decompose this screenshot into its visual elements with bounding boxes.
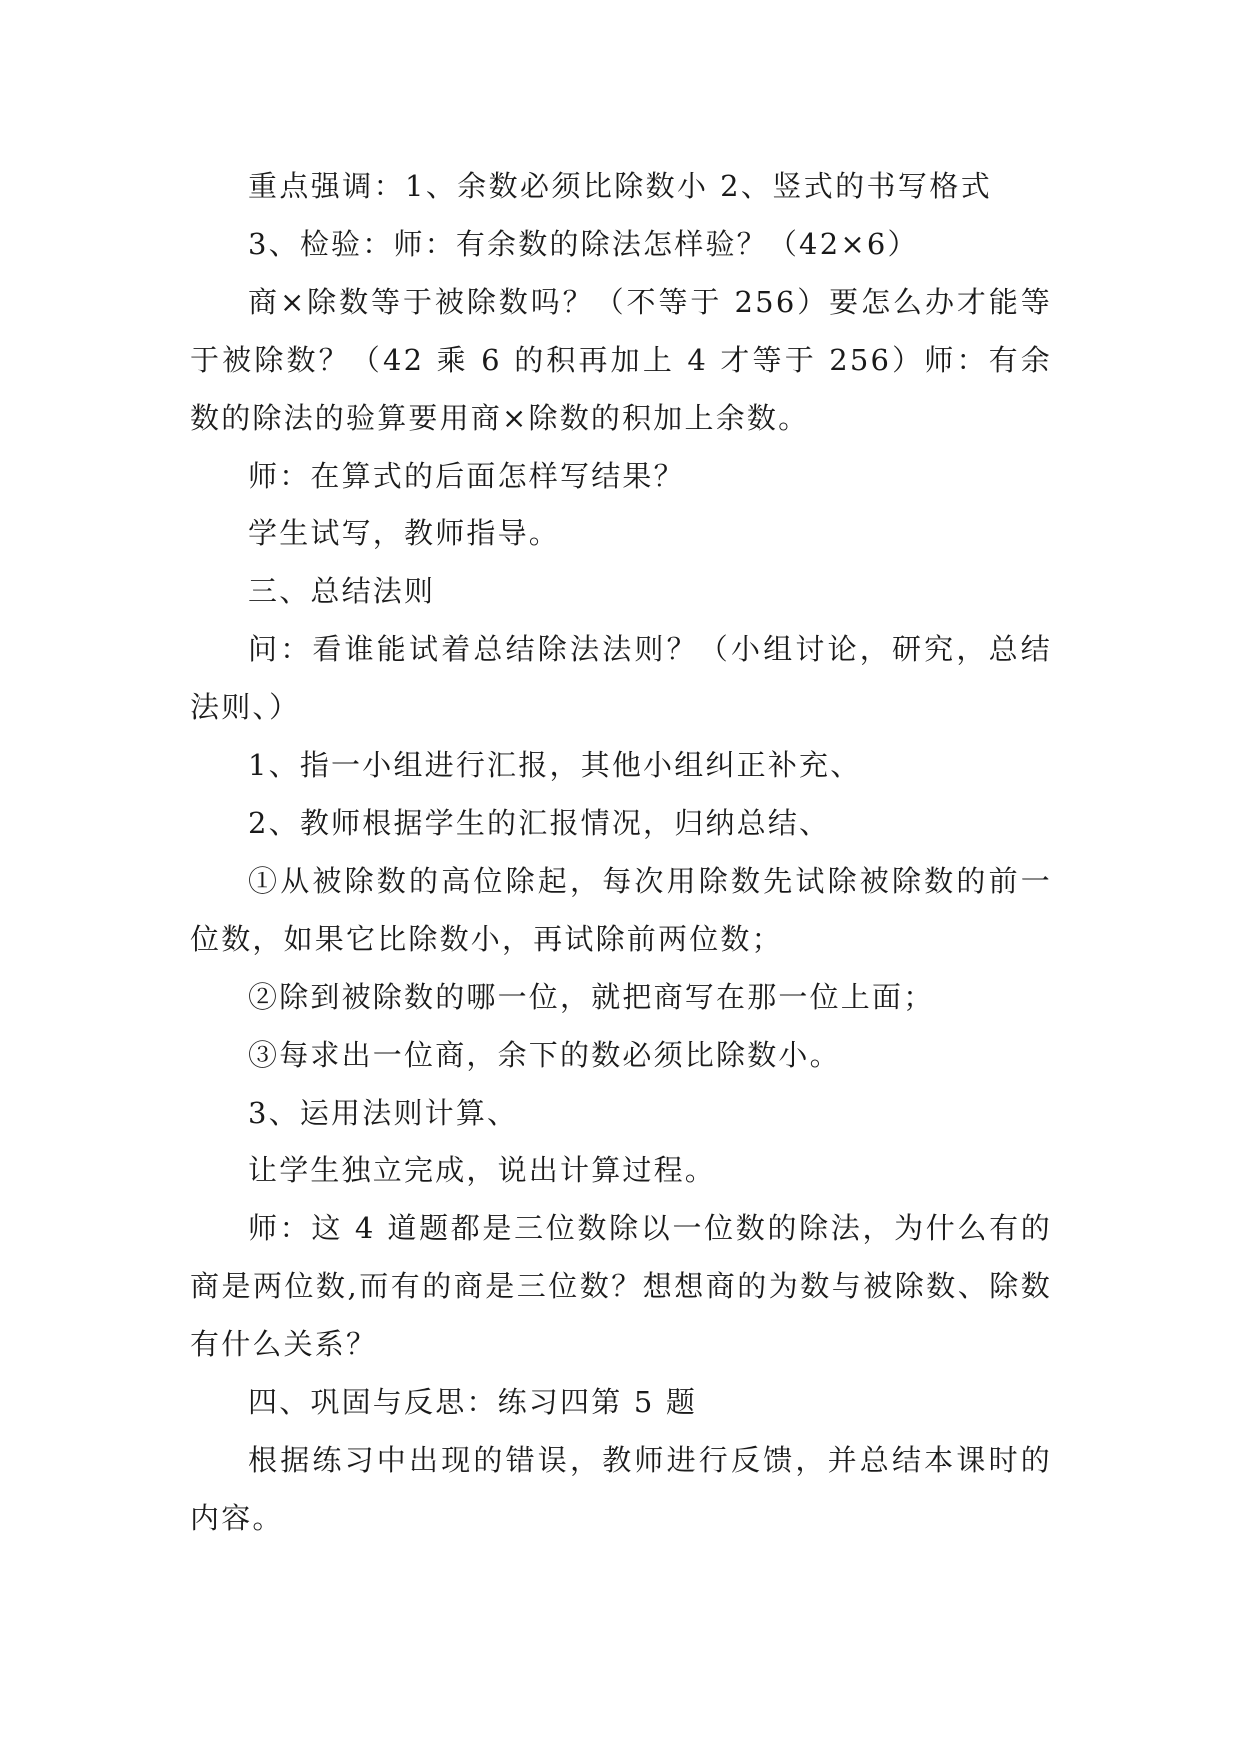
paragraph-check-step: 3、检验：师：有余数的除法怎样验？（42×6） [248, 226, 919, 261]
rule-item-2: ②除到被除数的哪一位，就把商写在那一位上面； [248, 979, 935, 1014]
rule-item-1: ①从被除数的高位除起，每次用除数先试除被除数的前一位数，如果它比除数小，再试除前两位数； [190, 863, 1052, 956]
paragraph-teacher-summary: 2、教师根据学生的汇报情况，归纳总结、 [248, 805, 831, 840]
paragraph-quotient-digits: 师：这 4 道题都是三位数除以一位数的除法，为什么有的商是两位数,而有的商是三位数？想想商的为数与被除数、除数有什么关系？ [190, 1211, 1052, 1362]
paragraph-summary-question: 问：看谁能试着总结除法法则？（小组讨论，研究，总结法则、） [190, 632, 1052, 725]
paragraph-independent-work: 让学生独立完成，说出计算过程。 [248, 1153, 717, 1188]
rule-item-3: ③每求出一位商，余下的数必须比除数小。 [248, 1037, 841, 1072]
paragraph-group-report: 1、指一小组进行汇报，其他小组纠正补充、 [248, 748, 862, 783]
paragraph-key-points: 重点强调：1、余数必须比除数小 2、竖式的书写格式 [248, 169, 993, 203]
paragraph-apply-rule: 3、运用法则计算、 [248, 1095, 519, 1130]
section-heading-consolidation: 四、巩固与反思：练习四第 5 题 [248, 1385, 698, 1420]
paragraph-verification: 商×除数等于被除数吗？（不等于 256）要怎么办才能等于被除数？（42 乘 6 的积再加上 4 才等于 256）师：有余数的除法的验算要用商×除数的积加上余数。 [190, 284, 1052, 435]
section-heading-summary: 三、总结法则 [248, 574, 436, 609]
document-body [190, 158, 1052, 1548]
paragraph-teacher-question: 师：在算式的后面怎样写结果？ [248, 458, 685, 493]
paragraph-feedback: 根据练习中出现的错误，教师进行反馈，并总结本课时的内容。 [190, 1442, 1052, 1535]
paragraph-student-practice: 学生试写，教师指导。 [248, 516, 561, 551]
